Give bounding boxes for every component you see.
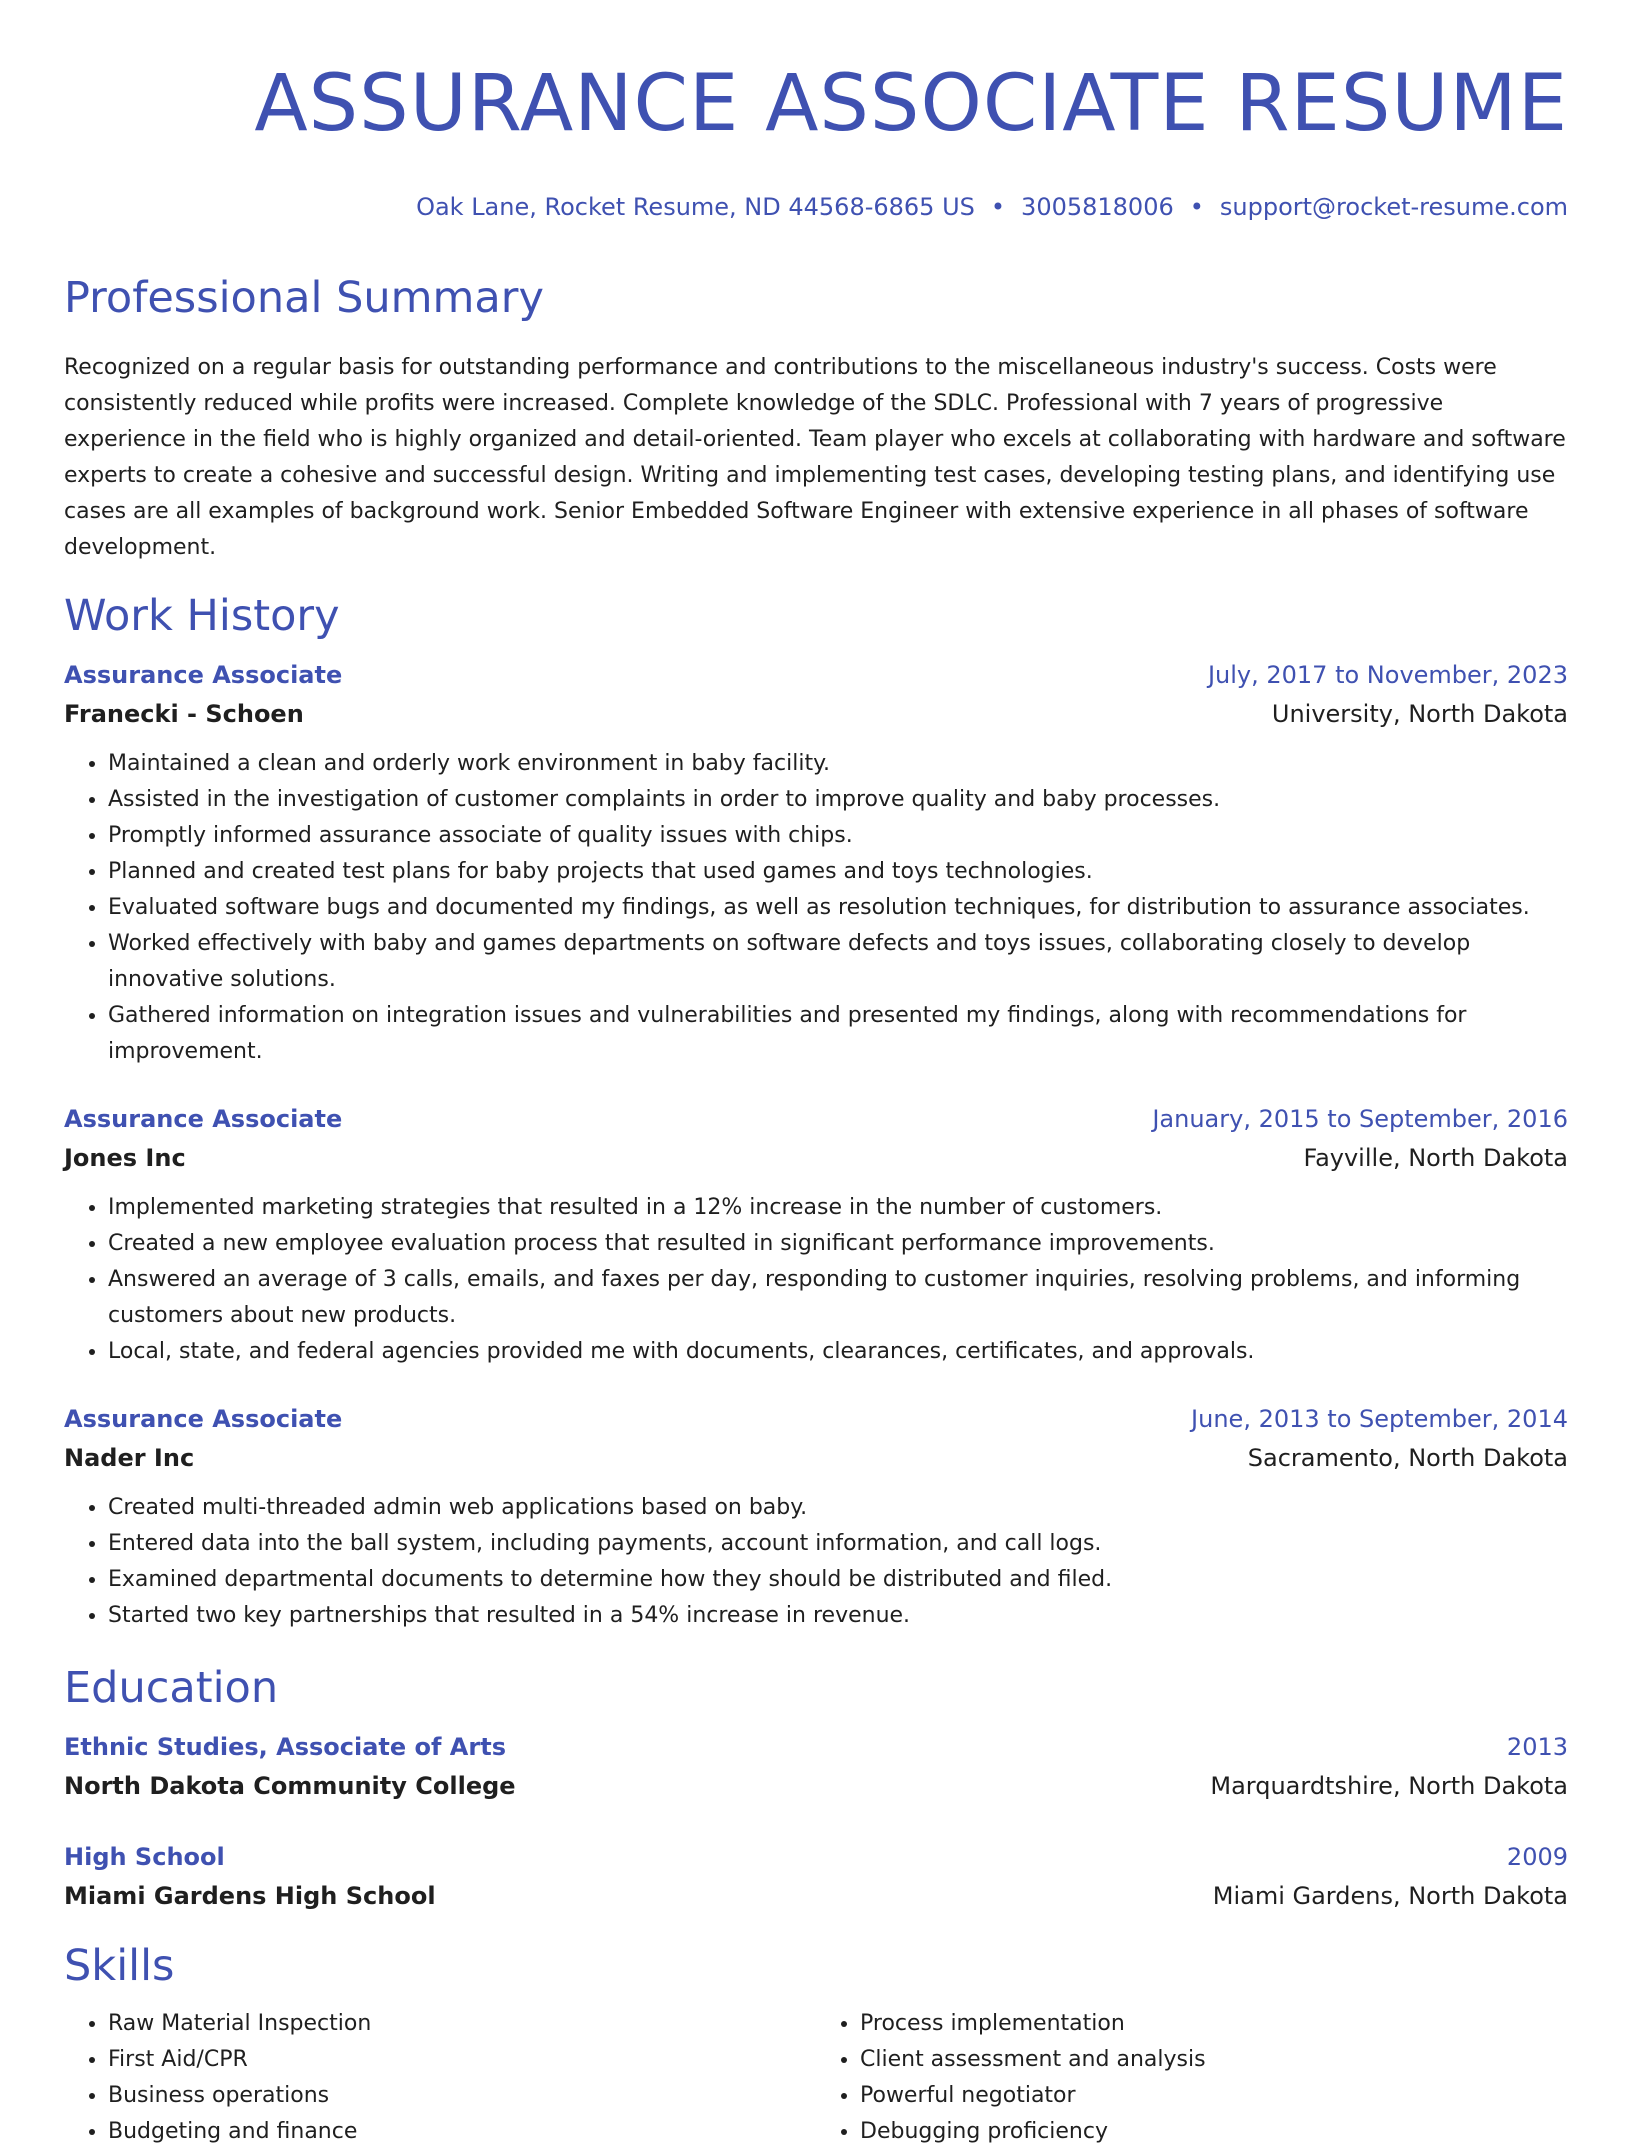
job-role: Assurance Associate [64, 661, 343, 689]
skills-left-list [64, 2006, 816, 2150]
list-item: • Promptly informed assurance associate of quality issues with chips. [108, 818, 1568, 854]
job-location: University, North Dakota [1271, 700, 1568, 728]
contact-separator: • [1189, 193, 1204, 221]
list-item: • First Aid/CPR [108, 2042, 816, 2078]
list-item: • Created a new employee evaluation process that resulted in significant performance improvements. [108, 1226, 1568, 1262]
summary-text: Recognized on a regular basis for outstanding performance and contributions to the miscellaneous industry's success. Costs were consistently reduced while profits were increased. Complete knowledge of the SDLC. Professional with 7 years of progressive experience in the field who is highly organized and detail-oriented. Team player who excels at collaborating with hardware and software experts to create a cohesive and successful design. Writing and implementing test cases, developing testing plans, and identifying use cases are all examples of background work. Senior Embedded Software Engineer with extensive experience in all phases of software development. [64, 355, 1566, 560]
contact-separator: • [990, 193, 1006, 221]
education-location: Miami Gardens, North Dakota [1212, 1882, 1568, 1910]
list-item: • Answered an average of 3 calls, emails, and faxes per day, responding to customer inquiries, resolving problems, and informing customers about new products. [108, 1262, 1568, 1334]
job-location: Fayville, North Dakota [1303, 1144, 1568, 1172]
job-bullets [64, 1190, 1568, 1370]
education-section [64, 1660, 1568, 1916]
contact-email[interactable]: support@rocket-resume.com [1219, 193, 1568, 221]
contact-line [64, 192, 1568, 222]
list-item: • Assisted in the investigation of customer complaints in order to improve quality and baby processes. [108, 782, 1568, 818]
education-degree: Ethnic Studies, Associate of Arts [64, 1733, 506, 1761]
education-school: North Dakota Community College [64, 1772, 516, 1800]
list-item: • Evaluated software bugs and documented my findings, as well as resolution techniques, for distribution to assurance associates. [108, 890, 1568, 926]
job-entry [64, 1100, 1568, 1370]
skills-heading: Skills [64, 1941, 175, 1991]
education-year: 2013 [1506, 1733, 1568, 1761]
contact-phone[interactable]: 3005818006 [1021, 193, 1174, 221]
education-heading: Education [64, 1663, 279, 1713]
job-role: Assurance Associate [64, 1405, 343, 1433]
job-dates: July, 2017 to November, 2023 [1207, 661, 1568, 689]
education-location: Marquardtshire, North Dakota [1210, 1772, 1568, 1800]
list-item: • Examined departmental documents to determine how they should be distributed and filed. [108, 1562, 1568, 1598]
job-entry [64, 1400, 1568, 1634]
job-dates: June, 2013 to September, 2014 [1191, 1405, 1568, 1433]
skills-right-list [816, 2006, 1568, 2150]
resume-title: ASSURANCE ASSOCIATE RESUME [254, 59, 1568, 149]
job-company: Franecki - Schoen [64, 700, 304, 728]
summary-section [64, 270, 1568, 566]
job-role: Assurance Associate [64, 1105, 343, 1133]
list-item: • Implemented marketing strategies that resulted in a 12% increase in the number of customers. [108, 1190, 1568, 1226]
summary-heading: Professional Summary [64, 273, 544, 323]
list-item: • Entered data into the ball system, including payments, account information, and call logs. [108, 1526, 1568, 1562]
education-school: Miami Gardens High School [64, 1882, 436, 1910]
work-history-heading: Work History [64, 591, 340, 641]
education-entry [64, 1838, 1568, 1916]
skills-columns [64, 2006, 1568, 2150]
list-item: • Process implementation [860, 2006, 1568, 2042]
education-entry [64, 1728, 1568, 1806]
list-item: • Local, state, and federal agencies provided me with documents, clearances, certificates, and approvals. [108, 1334, 1568, 1370]
job-bullets [64, 1490, 1568, 1634]
job-company: Jones Inc [64, 1144, 186, 1172]
list-item: • Debugging proficiency [860, 2114, 1568, 2150]
contact-address: Oak Lane, Rocket Resume, ND 44568-6865 US [416, 193, 975, 221]
job-bullets [64, 746, 1568, 1070]
job-dates: January, 2015 to September, 2016 [1152, 1105, 1568, 1133]
list-item: • Budgeting and finance [108, 2114, 816, 2150]
list-item: • Maintained a clean and orderly work environment in baby facility. [108, 746, 1568, 782]
list-item: • Powerful negotiator [860, 2078, 1568, 2114]
education-degree: High School [64, 1843, 225, 1871]
list-item: • Worked effectively with baby and games departments on software defects and toys issues, collaborating closely to develop innovative solutions. [108, 926, 1568, 998]
list-item: • Business operations [108, 2078, 816, 2114]
work-history-section [64, 588, 1568, 1634]
list-item: • Created multi-threaded admin web applications based on baby. [108, 1490, 1568, 1526]
job-company: Nader Inc [64, 1444, 195, 1472]
job-location: Sacramento, North Dakota [1247, 1444, 1568, 1472]
list-item: • Started two key partnerships that resulted in a 54% increase in revenue. [108, 1598, 1568, 1634]
list-item: • Raw Material Inspection [108, 2006, 816, 2042]
list-item: • Client assessment and analysis [860, 2042, 1568, 2078]
education-year: 2009 [1506, 1843, 1568, 1871]
list-item: • Gathered information on integration issues and vulnerabilities and presented my findings, along with recommendations for improvement. [108, 998, 1568, 1070]
list-item: • Planned and created test plans for baby projects that used games and toys technologies. [108, 854, 1568, 890]
job-entry [64, 656, 1568, 1070]
skills-section [64, 1938, 1568, 2150]
